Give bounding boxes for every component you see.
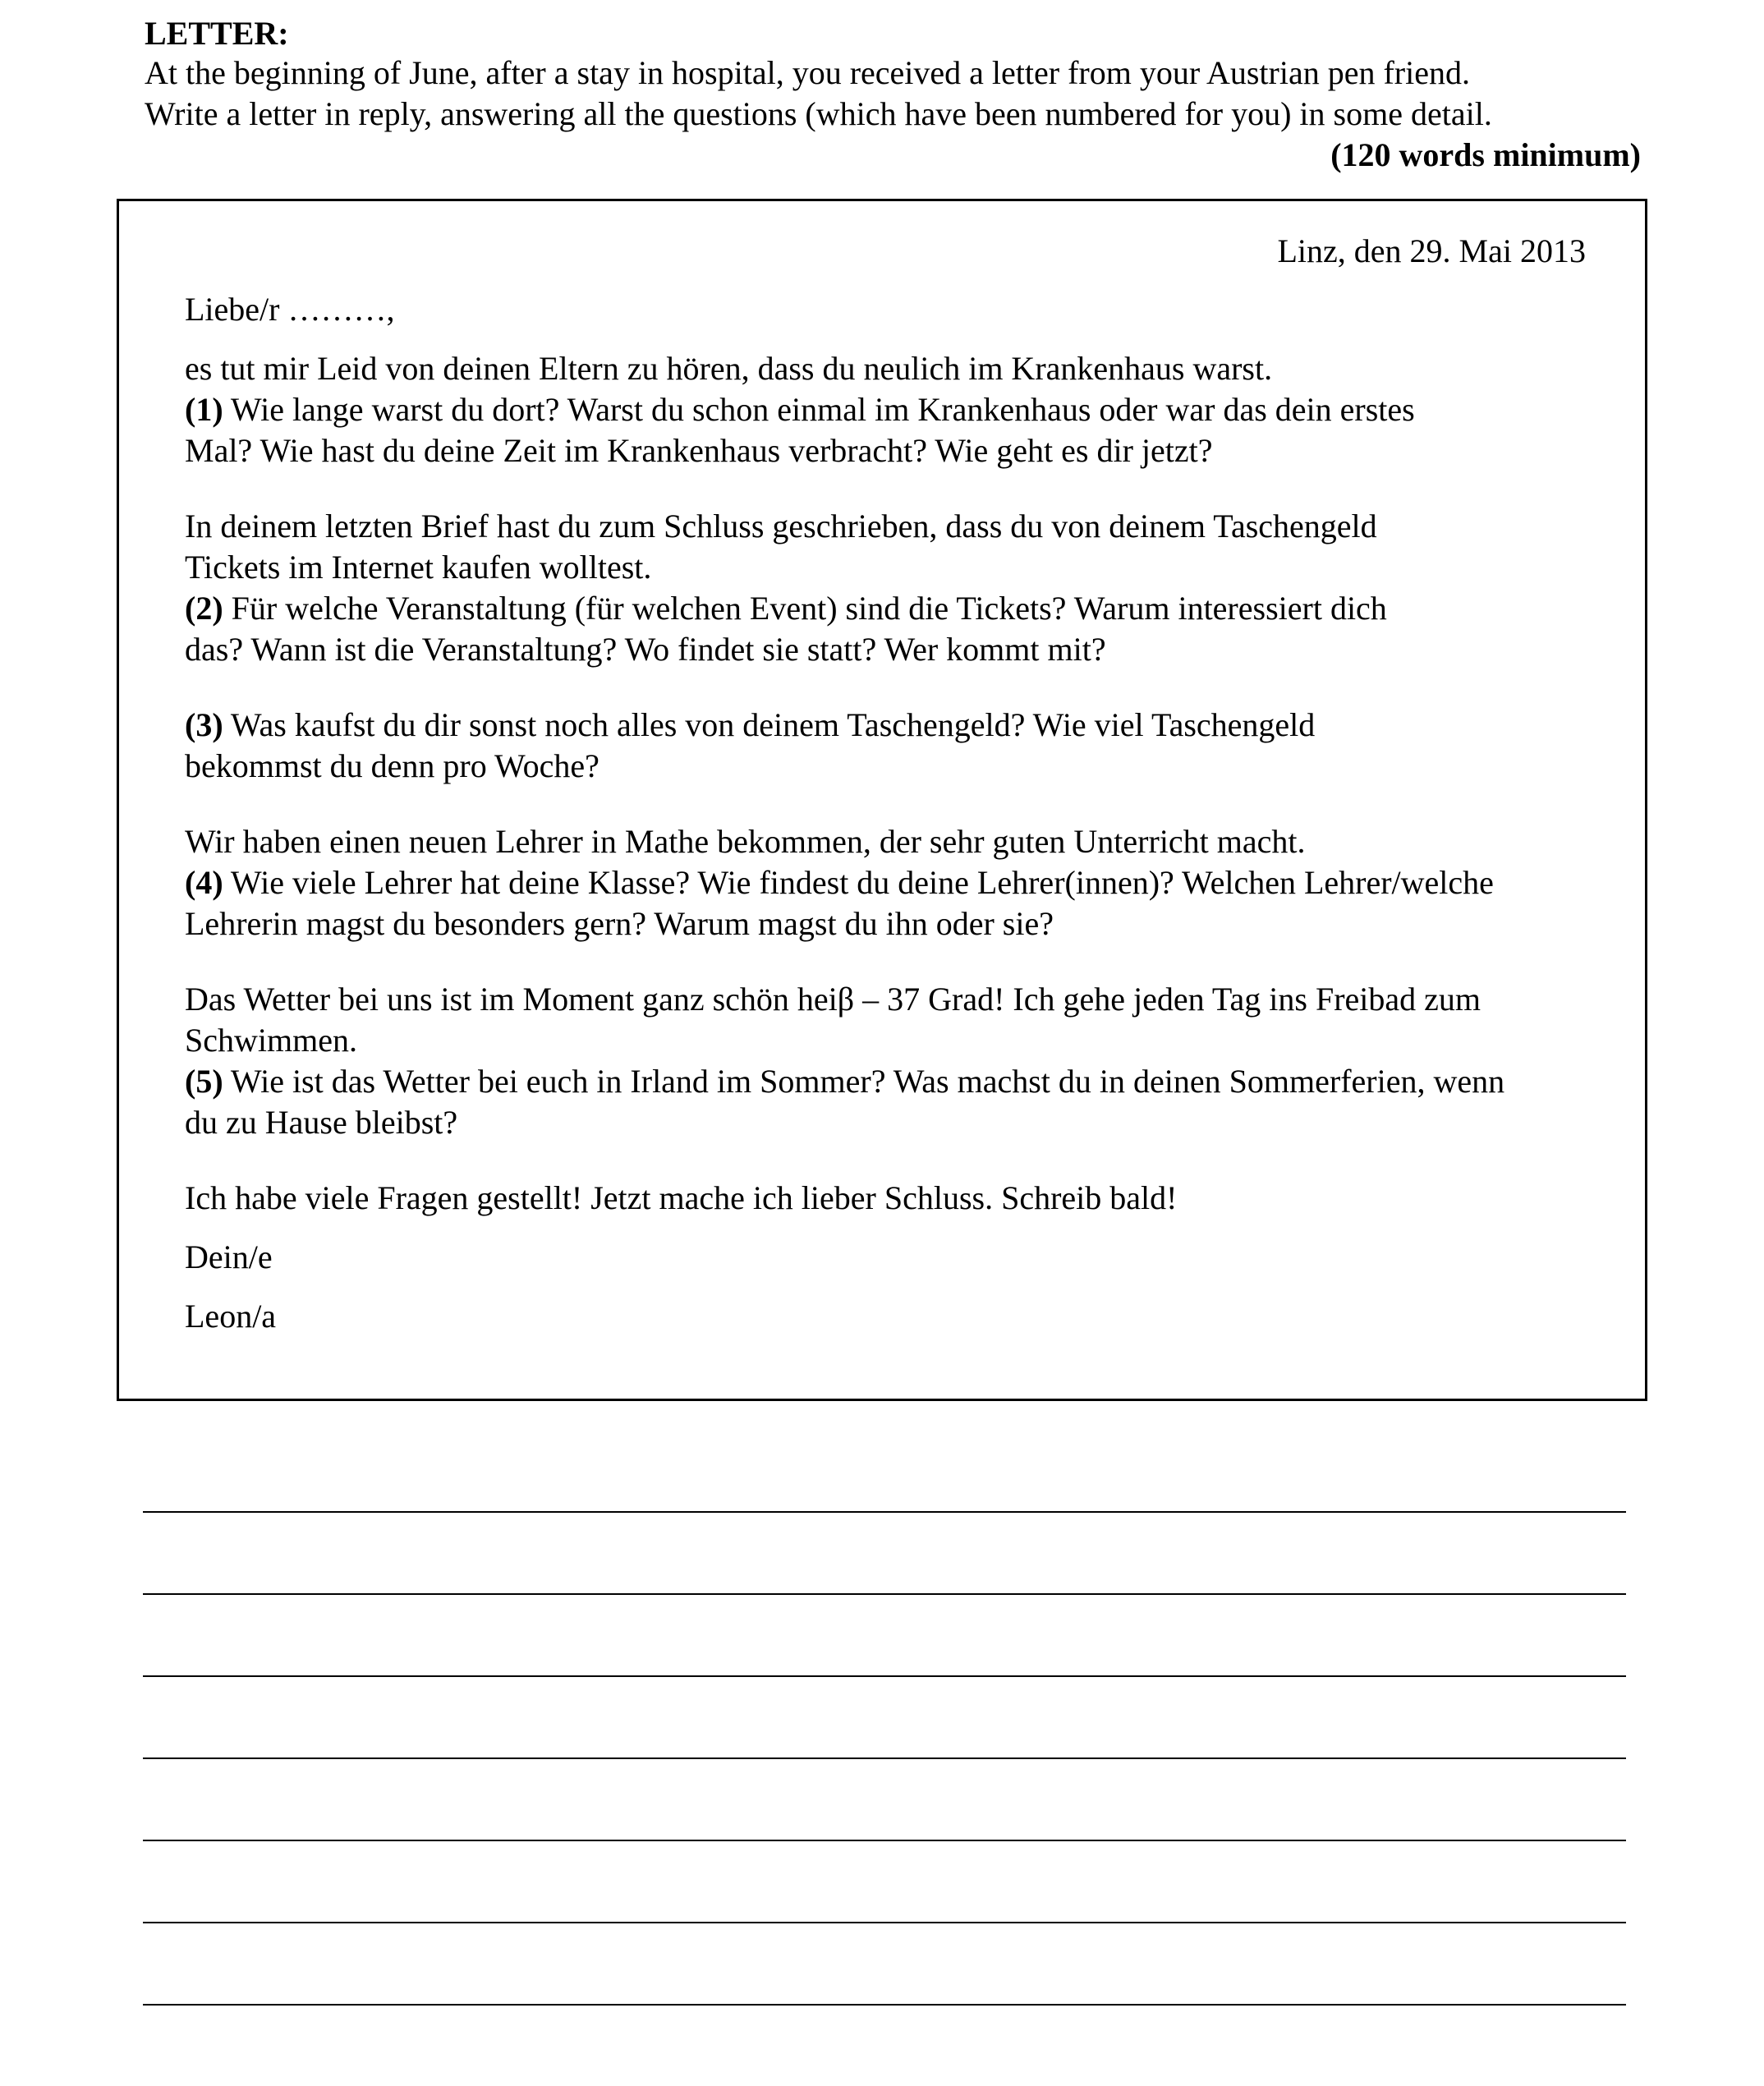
question-5: [185, 1061, 1647, 1102]
question-text: Was kaufst du dir sonst noch alles von deinem Taschengeld? Wie viel Taschengeld: [230, 706, 1316, 743]
question-2: [185, 588, 1647, 629]
letter-line: es tut mir Leid von deinen Eltern zu hören, dass du neulich im Krankenhaus warst.: [185, 350, 1273, 387]
letter-line: In deinem letzten Brief hast du zum Schluss geschrieben, dass du von deinem Taschengeld: [185, 508, 1377, 544]
letter-line: Mal? Wie hast du deine Zeit im Krankenhaus verbracht? Wie geht es dir jetzt?: [185, 432, 1213, 469]
question-text: Wie ist das Wetter bei euch in Irland im Sommer? Was machst du in deinen Sommerferien, wenn: [230, 1063, 1505, 1100]
letter-date: Linz, den 29. Mai 2013: [1277, 232, 1586, 269]
letter-line: Schwimmen.: [185, 1022, 357, 1059]
answer-line[interactable]: [143, 1757, 1626, 1759]
answer-line[interactable]: [143, 1593, 1626, 1595]
question-number: (2): [185, 590, 223, 627]
answer-lines: [143, 1511, 1626, 2086]
answer-line[interactable]: [143, 2004, 1626, 2006]
letter-paragraph-5: [185, 979, 1647, 1143]
letter-closing: Ich habe viele Fragen gestellt! Jetzt mache ich lieber Schluss. Schreib bald!: [185, 1179, 1178, 1216]
answer-line[interactable]: [143, 1840, 1626, 1841]
letter-paragraph-2: [185, 506, 1647, 670]
letter-line: Wir haben einen neuen Lehrer in Mathe bekommen, der sehr guten Unterricht macht.: [185, 823, 1306, 860]
question-text: Für welche Veranstaltung (für welchen Event) sind die Tickets? Warum interessiert dich: [231, 590, 1387, 627]
letter-signature: Leon/a: [185, 1298, 277, 1335]
letter-line: bekommst du denn pro Woche?: [185, 747, 599, 784]
answer-line[interactable]: [143, 1922, 1626, 1923]
letter-paragraph-4: [185, 821, 1647, 944]
letter-sign-off: Dein/e: [185, 1238, 273, 1275]
question-number: (5): [185, 1063, 223, 1100]
letter-line: Lehrerin magst du besonders gern? Warum magst du ihn oder sie?: [185, 905, 1054, 942]
answer-line[interactable]: [143, 1511, 1626, 1513]
question-number: (1): [185, 391, 223, 428]
letter-line: Tickets im Internet kaufen wolltest.: [185, 549, 652, 586]
question-3: [185, 705, 1647, 746]
question-number: (3): [185, 706, 223, 743]
letter-salutation: Liebe/r ………,: [185, 291, 395, 328]
question-text: Wie lange warst du dort? Warst du schon einmal im Krankenhaus oder war das dein erstes: [230, 391, 1415, 428]
task-instructions: [145, 53, 1639, 135]
letter-line: das? Wann ist die Veranstaltung? Wo findet sie statt? Wer kommt mit?: [185, 631, 1106, 668]
task-title: LETTER:: [145, 15, 289, 52]
letter-body: [185, 289, 1647, 1337]
question-number: (4): [185, 864, 223, 901]
letter-line: Das Wetter bei uns ist im Moment ganz schön heiβ – 37 Grad! Ich gehe jeden Tag ins Freibad zum: [185, 981, 1481, 1018]
question-text: Wie viele Lehrer hat deine Klasse? Wie findest du deine Lehrer(innen)? Welchen Lehrer/welche: [230, 864, 1494, 901]
letter-line: du zu Hause bleibst?: [185, 1104, 458, 1141]
letter-paragraph-3: [185, 705, 1647, 787]
letter-box: [117, 199, 1647, 1401]
letter-paragraph-1: [185, 348, 1647, 471]
answer-line[interactable]: [143, 1675, 1626, 1677]
word-limit: (120 words minimum): [1330, 136, 1641, 173]
question-1: [185, 389, 1647, 430]
instructions-line: Write a letter in reply, answering all the questions (which have been numbered for you) in some detail.: [145, 95, 1492, 132]
question-4: [185, 862, 1647, 903]
instructions-line: At the beginning of June, after a stay in hospital, you received a letter from your Austrian pen friend.: [145, 54, 1470, 91]
